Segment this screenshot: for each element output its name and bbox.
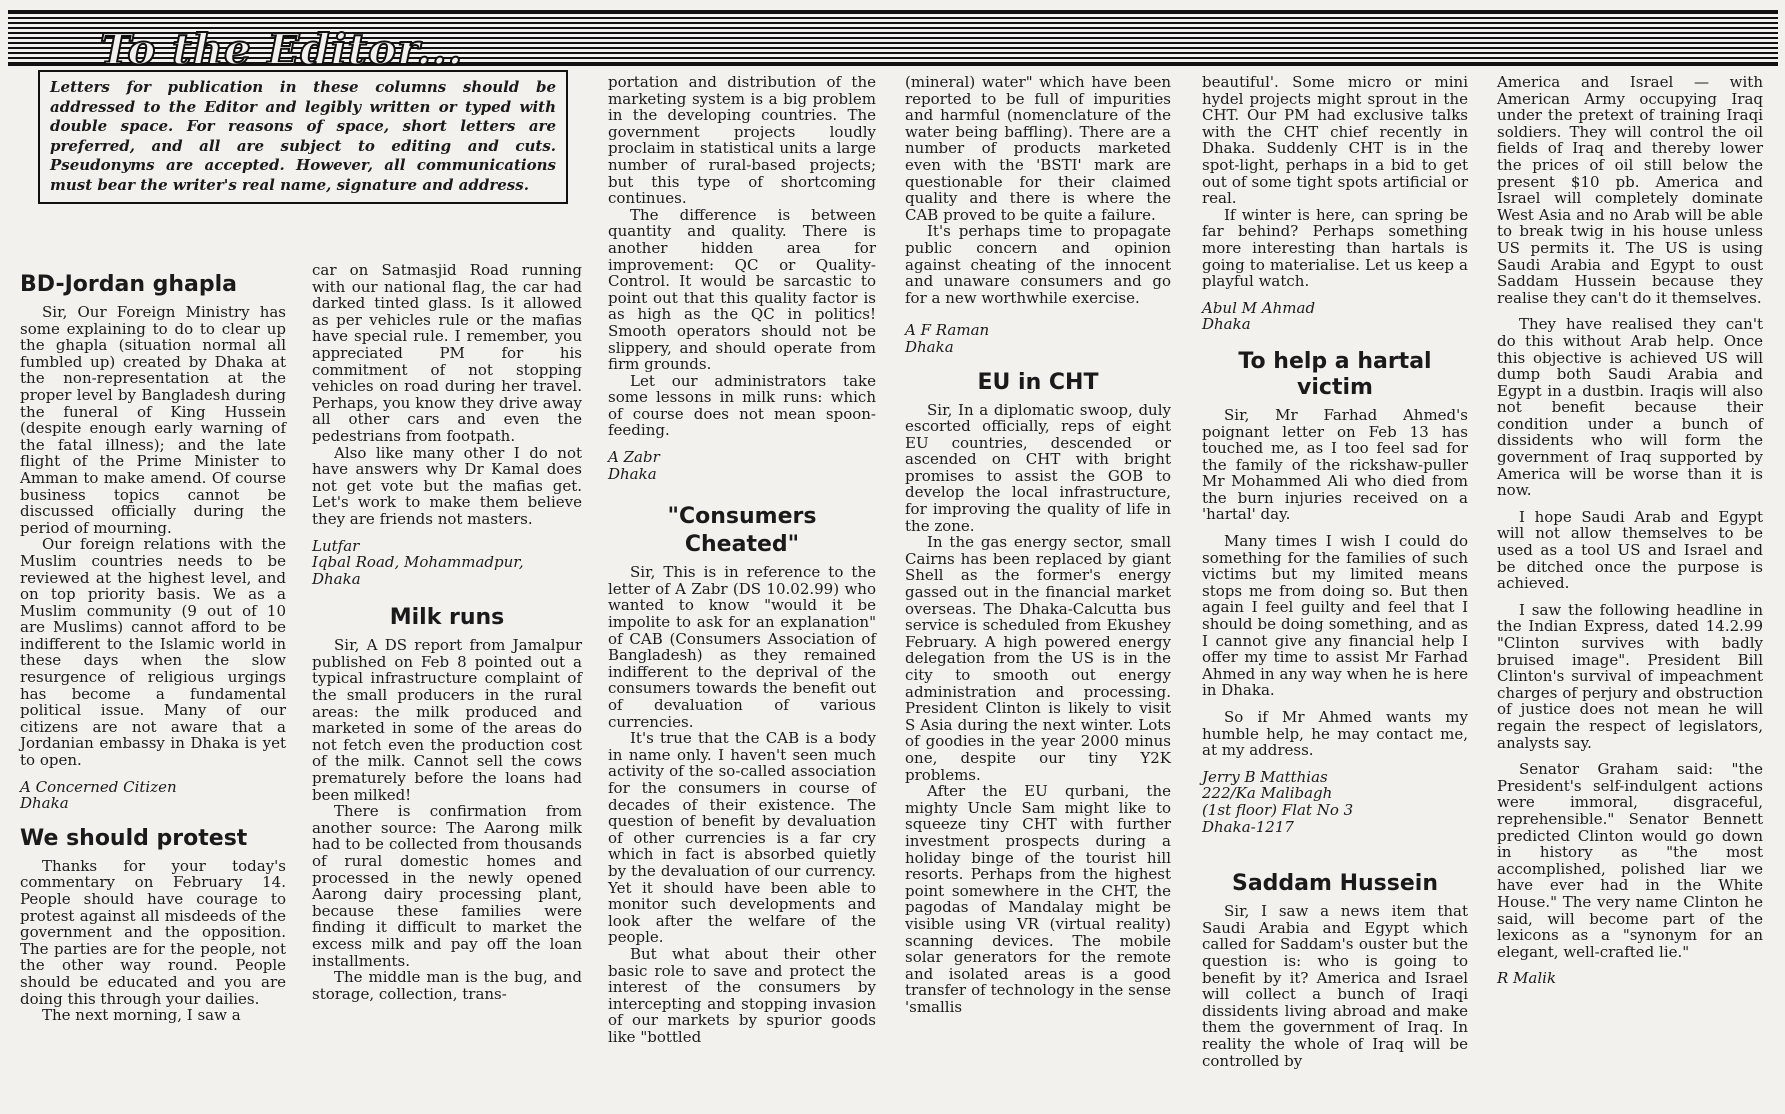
letter-paragraph: I saw the following headline in the Indian Express, dated 14.2.99 "Clinton survives with badly bruised image". President Bill Clinton's survival of impeachment charges of perjury and obstruction of justice does not mean he will regain the respect of legislators, analysts say. [1497,600,1763,752]
signature-place: Dhaka-1217 [1202,817,1294,836]
column-5 [1202,74,1468,1069]
signature [20,779,286,812]
letter-paragraph: The next morning, I saw a [42,1006,241,1025]
column-1 [20,266,286,1024]
signature-address: Iqbal Road, Mohammadpur, [312,553,524,572]
signature-name: Jerry B Matthias [1202,767,1328,786]
masthead [8,10,1778,74]
signature-place: Dhaka [312,569,361,588]
letter-paragraph: portation and distribution of the marketing system is a big problem in the developing countries. The government projects loudly proclaim in statistical units a large number of rural-based projects; but this type of shortcoming continues. [608,73,876,208]
letter-paragraph: Sir, In a diplomatic swoop, duly escorted officially, reps of eight EU countries, descended or ascended on CHT with bright promises to assist the GOB to develop the local infrastructure, for improving the quality of life in the zone. [905,400,1171,535]
letter-paragraph: Many times I wish I could do something for the families of such victims but my limited means stops me from doing so. But then again I feel guilty and feel that I should be doing something, and as I cannot give any financial help I offer my time to assist Mr Farhad Ahmed in any way when he is here in Dhaka. [1202,532,1468,700]
headline-protest: We should protest [20,825,248,851]
signature-place: Dhaka [20,794,69,813]
letter-paragraph: If winter is here, can spring be far behind? Perhaps something more interesting than hartals is going to materialise. Let us keep a playful watch. [1202,205,1468,291]
letter-paragraph: It's true that the CAB is a body in name only. I haven't seen much activity of the so-called association for the consumers in course of decades of their existence. The question of benefit by devaluation of other currencies is a far cry which in fact is absorbed quietly by the devaluation of our currency. Yet it should have been able to monitor such developments and look after the welfare of the people. [608,729,876,947]
letter-paragraph: beautiful'. Some micro or mini hydel projects might sprout in the CHT. Our PM had exclusive talks with the CHT chief recently in Dhaka. Suddenly CHT is in the spot-light, perhaps in a bid to get out of some tight spots artificial or real. [1202,73,1468,208]
signature [1202,300,1468,333]
headline-consumers-line2: Cheated" [684,532,800,558]
letter-paragraph: Sir, This is in reference to the letter of A Zabr (DS 10.02.99) who wanted to know "would it be impolite to ask for an explanation" of CAB (Consumers Association of Bangladesh) as they remained indifferent to the deprival of the consumers towards the benefit out of devaluation of various currencies. [608,563,876,731]
signature-name: A Concerned Citizen [20,777,177,796]
letter-paragraph: Sir, I saw a news item that Saudi Arabia and Egypt which called for Saddam's ouster but the question is: who is going to benefit by it? America and Israel will collect a bunch of Iraqi dissidents living abroad and make them the government of Iraq. In reality the whole of Iraq will be controlled by [1202,902,1468,1070]
letter-paragraph: So if Mr Ahmed wants my humble help, he may contact me, at my address. [1202,708,1468,760]
headline-milk-runs: Milk runs [389,605,505,631]
signature-place: Dhaka [905,337,954,356]
signature [1202,769,1468,835]
signature [312,538,582,588]
letter-paragraph: Senator Graham said: "the President's self-indulgent actions were immoral, disgraceful, reprehensible." Senator Bennett predicted Clinton would go down in history as "the most accomplished, polished liar we have ever had in the White House." The very name Clinton he said, will become part of the lexicons as a "synonym for an elegant, well-crafted lie." [1497,760,1763,961]
column-6 [1497,74,1763,987]
letter-paragraph: But what about their other basic role to save and protect the interest of the consumers by intercepting and stopping invasion of our markets by spurior goods like "bottled [608,944,876,1046]
signature-address: 222/Ka Malibagh [1202,784,1333,803]
signature [1497,970,1763,987]
letter-paragraph: Our foreign relations with the Muslim countries needs to be reviewed at the highest level, and on top priority basis. We as a Muslim community (9 out of 10 are Muslims) cannot afford to be indifferent to the Islamic world in these days when the slow resurgence of religious urgings has become a fundamental political issue. Many of our citizens are not aware that a Jordanian embassy in Dhaka is yet to open. [20,535,286,770]
letter-paragraph: Sir, Our Foreign Ministry has some explaining to do to clear up the ghapla (situation normal all fumbled up) created by Dhaka at the non-representation at the proper level by Bangladesh during the funeral of King Hussein (despite enough early warning of the fatal illness); and the late flight of the Prime Minister to Amman to make amend. Of course business topics cannot be discussed officially during the period of mourning. [20,303,286,537]
letter-paragraph: There is confirmation from another source: The Aarong milk had to be collected from thousands of rural domestic homes and processed in the newly opened Aarong dairy processing plant, because these families were finding it difficult to market the excess milk and pay off the loan installments. [312,802,582,970]
headline-consumers-line1: "Consumers [667,504,817,530]
signature [905,322,1171,355]
signature-name: R Malik [1497,969,1557,988]
column-2 [312,262,582,1002]
letter-paragraph: I hope Saudi Arab and Egypt will not allow themselves to be used as a tool US and Israel and be ditched once the purpose is achieved. [1497,507,1763,593]
letter-paragraph: car on Satmasjid Road running with our national flag, the car had darked tinted glass. Is it allowed as per vehicles rule or the mafias have special rule. I remember, you appreciated PM for his commitment of not stopping vehicles on road during her travel. Perhaps, you know they drive away all other cars and even the pedestrians from footpath. [312,261,582,445]
signature [608,449,876,482]
masthead-title: To the Editor... [100,25,464,74]
letter-paragraph: Also like many other I do not have answers why Dr Kamal does not get vote but the mafias get. Let's work to make them believe they are friends not masters. [312,443,582,528]
signature-address: (1st floor) Flat No 3 [1202,800,1354,819]
letter-paragraph: The middle man is the bug, and storage, collection, trans- [312,968,582,1003]
headline-bd-jordan: BD-Jordan ghapla [20,272,238,297]
letter-paragraph: Sir, A DS report from Jamalpur published on Feb 8 pointed out a typical infrastructure complaint of the small producers in the rural areas: the milk produced and marketed in some of the areas do not fetch even the production cost of the milk. Cannot sell the cows prematurely before the loans had been milked! [312,636,582,804]
headline-hartal-line2: victim [1297,374,1373,400]
signature-name: A F Raman [905,321,990,340]
letter-paragraph: America and Israel — with American Army occupying Iraq under the pretext of training Iraqi soldiers. They will control the oil fields of Iraq and thereby lower the prices of oil still below the present $10 pb. America and Israel will completely dominate West Asia and no Arab will be able to break twig in his house unless US permits it. The US is using Saudi Arabia and Egypt to oust Saddam Hussein because they realise they can't do it themselves. [1497,73,1763,307]
letter-paragraph: (mineral) water" which have been reported to be full of impurities and harmful (nomenclature of the water being baffling). There are a number of products marketed even with the 'BSTI' mark are questionable for their claimed quality and there is where the CAB proved to be quite a failure. [905,73,1171,224]
letter-paragraph: After the EU qurbani, the mighty Uncle Sam might like to squeeze tiny CHT with further investment prospects during a holiday binge of the tourist hill resorts. Perhaps from the highest point somewhere in the CHT, the pagodas of Mandalay might be visible using VR (virtual reality) scanning devices. The mobile solar generators for the remote and isolated areas is a good transfer of technology in the sense 'smallis [905,782,1171,1016]
headline-hartal-line1: To help a hartal [1238,348,1432,374]
column-4 [905,74,1171,1015]
letter-paragraph: Sir, Mr Farhad Ahmed's poignant letter on Feb 13 has touched me, as I too feel sad for the family of the rickshaw-puller Mr Mohammed Ali who died from the burn injuries received on a 'hartal' day. [1202,405,1468,524]
signature-place: Dhaka [1202,315,1251,334]
letter-paragraph: The difference is between quantity and quality. There is another hidden area for improvement: QC or Quality-Control. It would be sarcastic to point out that this quality factor is as high as the QC in politics! Smooth operators should not be slippery, and should operate from firm grounds. [608,205,876,374]
letter-paragraph: Thanks for your today's commentary on February 14. People should have courage to protest against all misdeeds of the government and the opposition. The parties are for the people, not the other way round. People should be educated and you are doing this through your dailies. [20,856,286,1008]
column-3 [608,74,876,1045]
notice-box: Letters for publication in these columns should be addressed to the Editor and legibly written or typed with double space. For reasons of space, short letters are preferred, and all are subject to editing and cuts. Pseudonyms are accepted. However, all communications must bear the writer's real name, signature and address. [38,70,568,204]
headline-saddam: Saddam Hussein [1231,871,1438,897]
letter-paragraph: In the gas energy sector, small Cairns has been replaced by giant Shell as the former's energy gassed out in the financial market overseas. The Dhaka-Calcutta bus service is scheduled from Ekushey February. A high powered energy delegation from the US is in the city to smooth out energy administration and processing. President Clinton is likely to visit S Asia during the next winter. Lots of goodies in the year 2000 minus one, despite our tiny Y2K problems. [905,533,1171,784]
letter-paragraph: It's perhaps time to propagate public concern and opinion against cheating of the innocent and unaware consumers and go for a new worthwhile exercise. [905,222,1171,307]
signature-place: Dhaka [608,464,657,483]
notice-box-wrapper [38,70,568,212]
signature-name: A Zabr [608,448,660,467]
signature-name: Lutfar [312,536,360,555]
headline-eu-cht: EU in CHT [977,369,1099,395]
letter-paragraph: They have realised they can't do this without Arab help. Once this objective is achieved US will dump both Saudi Arabia and Egypt in a dustbin. Iraqis will also not benefit because their condition under a bunch of dissidents who will form the government of Iraq supported by America will be worse than it is now. [1497,315,1763,500]
letter-paragraph: Let our administrators take some lessons in milk runs: which of course does not mean spoon-feeding. [608,371,876,440]
signature-name: Abul M Ahmad [1202,298,1316,317]
